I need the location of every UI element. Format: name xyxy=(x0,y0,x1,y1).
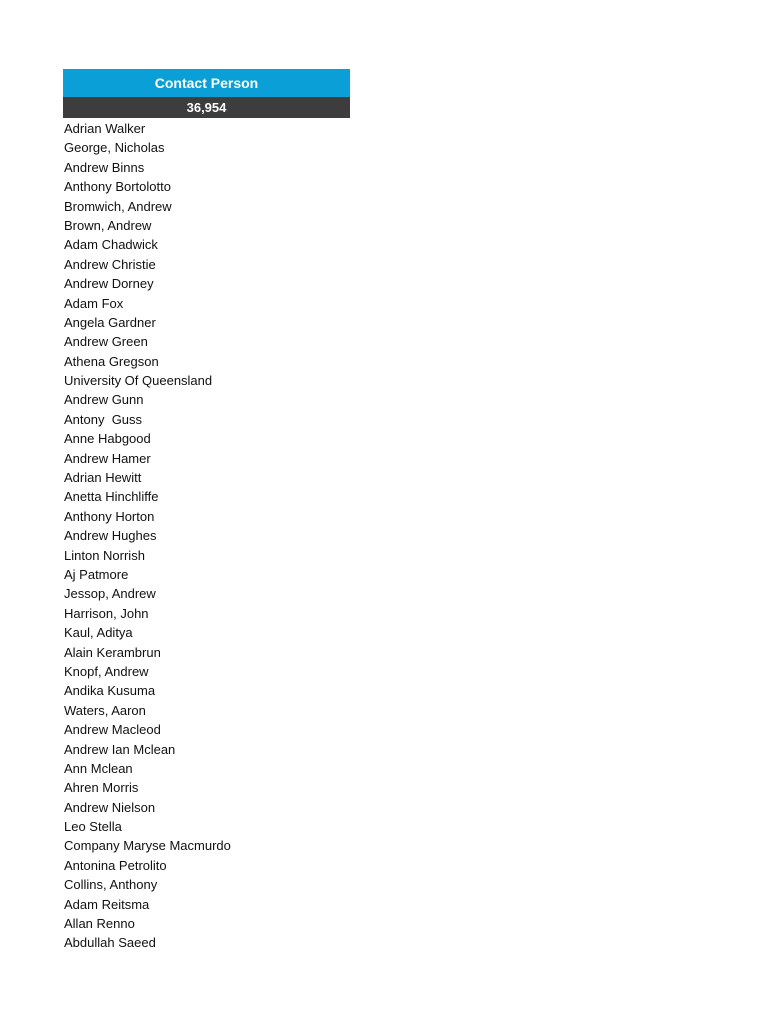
contact-row: Athena Gregson xyxy=(64,353,159,369)
contact-row: Adam Chadwick xyxy=(64,237,158,253)
contact-row: Ahren Morris xyxy=(64,780,139,796)
contact-list xyxy=(63,119,350,953)
column-header: Contact Person xyxy=(63,69,350,97)
contact-row: Collins, Anthony xyxy=(64,877,158,893)
contact-row: Knopf, Andrew xyxy=(64,663,149,679)
contact-row: Adam Reitsma xyxy=(64,896,150,912)
contact-row: Alain Kerambrun xyxy=(64,644,161,660)
contact-row: Adrian Walker xyxy=(64,121,146,136)
contact-row: Andrew Nielson xyxy=(64,799,156,815)
contact-row: Abdullah Saeed xyxy=(64,935,156,951)
contact-row: Ann Mclean xyxy=(64,760,133,776)
contact-row: Kaul, Aditya xyxy=(64,625,133,641)
contact-row: Andrew Ian Mclean xyxy=(64,741,176,757)
contact-row: Allan Renno xyxy=(64,916,135,932)
contact-row: Andrew Christie xyxy=(64,256,156,272)
contact-table xyxy=(63,69,350,953)
contact-row: Andrew Dorney xyxy=(64,276,154,292)
contact-row: Anetta Hinchliffe xyxy=(64,489,159,505)
contact-row: Leo Stella xyxy=(64,819,122,835)
contact-row: George, Nicholas xyxy=(64,140,165,156)
contact-row: Linton Norrish xyxy=(64,547,145,563)
contact-row: Aj Patmore xyxy=(64,566,129,582)
contact-row: Andrew Green xyxy=(64,334,148,350)
contact-row: Andrew Hamer xyxy=(64,450,151,466)
contact-row: Anthony Bortolotto xyxy=(64,179,171,195)
row-count: 36,954 xyxy=(63,97,350,118)
contact-row: Andika Kusuma xyxy=(64,683,156,699)
contact-row: Antony Guss xyxy=(64,411,143,427)
contact-row: Andrew Macleod xyxy=(64,722,161,738)
contact-row: Adrian Hewitt xyxy=(64,470,142,486)
contact-row: Andrew Binns xyxy=(64,159,145,175)
contact-row: Company Maryse Macmurdo xyxy=(64,838,231,854)
contact-row: Harrison, John xyxy=(64,605,149,621)
contact-row: Anne Habgood xyxy=(64,431,151,447)
contact-row: Antonina Petrolito xyxy=(64,857,167,873)
contact-row: Bromwich, Andrew xyxy=(64,198,172,214)
contact-row: Jessop, Andrew xyxy=(64,586,156,602)
contact-row: University Of Queensland xyxy=(64,373,213,389)
contact-row: Angela Gardner xyxy=(64,314,156,330)
contact-row: Brown, Andrew xyxy=(64,217,152,233)
contact-row: Waters, Aaron xyxy=(64,702,146,718)
contact-row: Andrew Hughes xyxy=(64,528,157,544)
contact-row: Andrew Gunn xyxy=(64,392,144,408)
contact-row: Adam Fox xyxy=(64,295,124,311)
contact-row: Anthony Horton xyxy=(64,508,155,524)
